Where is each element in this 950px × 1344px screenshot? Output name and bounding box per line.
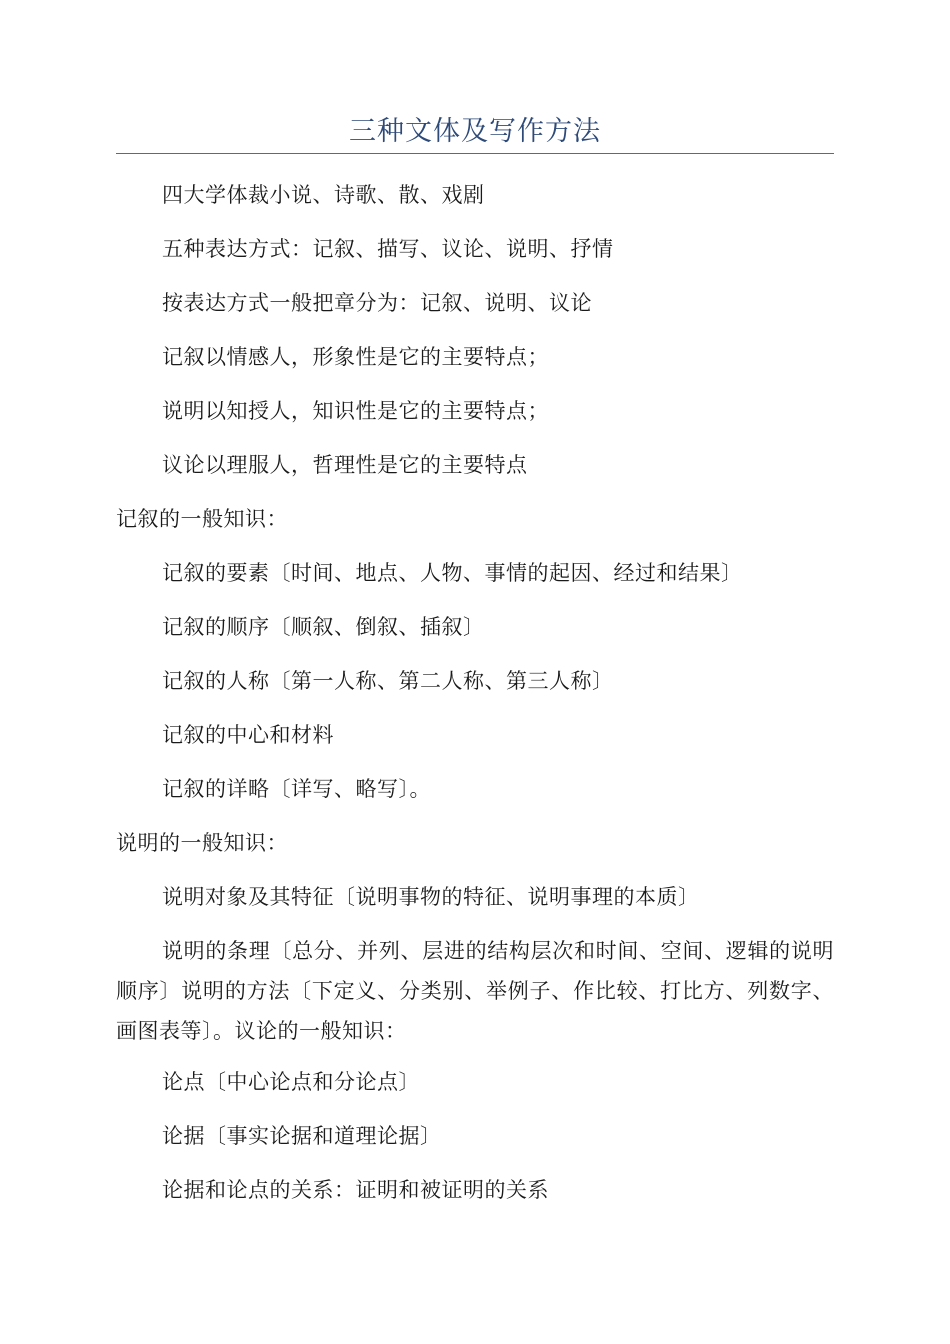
exposition-paragraph: 说明的条理〔总分、并列、层进的结构层次和时间、空间、逻辑的说明顺序〕说明的方法〔下定义、分类别、举例子、作比较、打比方、列数字、画图表等〕。议论的一般知识： (116, 939, 834, 1043)
argument-item: 论点〔中心论点和分论点〕 (162, 1070, 420, 1094)
text-line: 议论以理服人，哲理性是它的主要特点 (162, 453, 528, 477)
narrative-item: 记叙的要素〔时间、地点、人物、事情的起因、经过和结果〕 (162, 561, 743, 585)
text-line: 四大学体裁小说、诗歌、散、戏剧 (162, 183, 485, 207)
narrative-item: 记叙的详略〔详写、略写〕。 (162, 777, 431, 801)
argument-item: 论据和论点的关系：证明和被证明的关系 (162, 1178, 549, 1202)
section-heading-exposition: 说明的一般知识： (116, 831, 288, 855)
narrative-item: 记叙的中心和材料 (162, 723, 334, 747)
document-title: 三种文体及写作方法 (349, 116, 601, 147)
narrative-item: 记叙的人称〔第一人称、第二人称、第三人称〕 (162, 669, 614, 693)
argument-item: 论据〔事实论据和道理论据〕 (162, 1124, 442, 1148)
title-underline (116, 153, 834, 154)
exposition-item: 说明对象及其特征〔说明事物的特征、说明事理的本质〕 (162, 885, 700, 909)
text-line: 按表达方式一般把章分为：记叙、说明、议论 (162, 291, 592, 315)
text-line: 说明以知授人，知识性是它的主要特点； (162, 399, 549, 423)
narrative-item: 记叙的顺序〔顺叙、倒叙、插叙〕 (162, 615, 485, 639)
text-line: 五种表达方式：记叙、描写、议论、说明、抒情 (162, 237, 614, 261)
section-heading-narrative: 记叙的一般知识： (116, 507, 288, 531)
text-line: 记叙以情感人，形象性是它的主要特点； (162, 345, 549, 369)
